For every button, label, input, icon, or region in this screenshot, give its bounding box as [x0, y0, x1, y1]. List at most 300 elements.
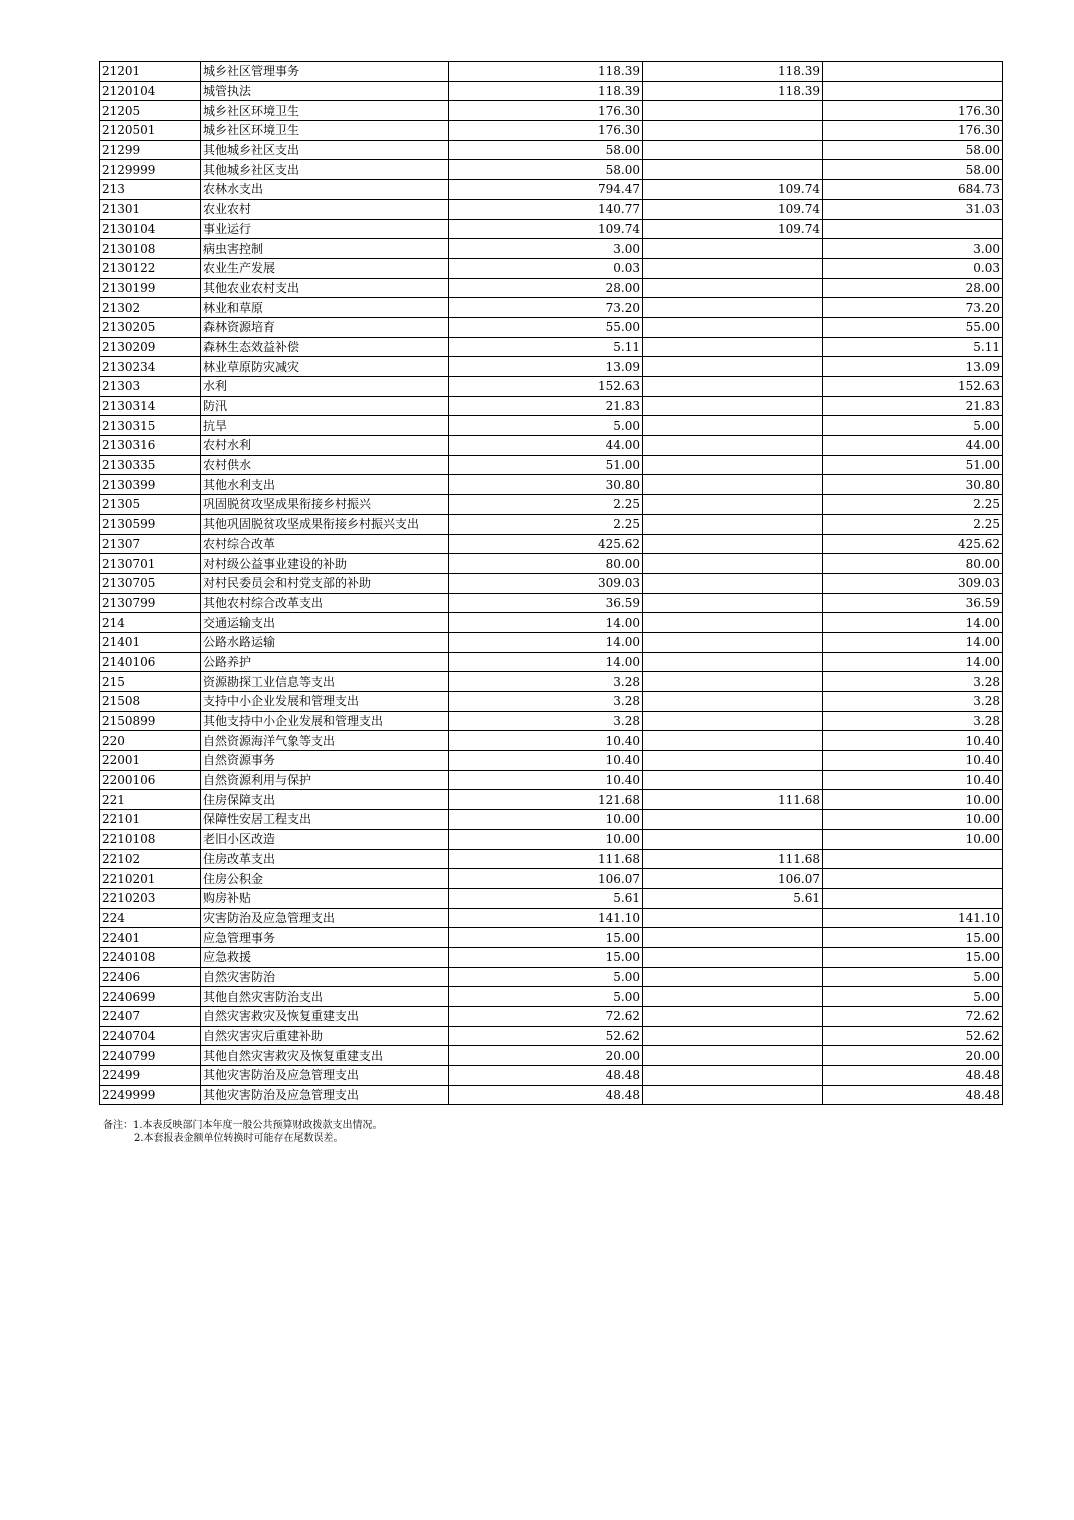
total-amount-cell: 10.00 — [449, 829, 643, 849]
basic-expenditure-cell — [643, 908, 823, 928]
project-expenditure-cell: 13.09 — [823, 357, 1003, 377]
subject-code-cell: 2130209 — [100, 337, 201, 357]
subject-code-cell: 2130108 — [100, 239, 201, 259]
project-expenditure-cell: 72.62 — [823, 1007, 1003, 1027]
basic-expenditure-cell — [643, 258, 823, 278]
table-row — [100, 554, 1003, 574]
basic-expenditure-cell — [643, 928, 823, 948]
subject-name-cell: 其他自然灾害救灾及恢复重建支出 — [201, 1046, 449, 1066]
subject-code-cell: 214 — [100, 613, 201, 633]
project-expenditure-cell: 5.00 — [823, 967, 1003, 987]
project-expenditure-cell: 15.00 — [823, 947, 1003, 967]
total-amount-cell: 118.39 — [449, 81, 643, 101]
subject-name-cell: 其他支持中小企业发展和管理支出 — [201, 711, 449, 731]
project-expenditure-cell — [823, 62, 1003, 82]
basic-expenditure-cell — [643, 672, 823, 692]
subject-name-cell: 农林水支出 — [201, 180, 449, 200]
table-row — [100, 888, 1003, 908]
total-amount-cell: 3.28 — [449, 711, 643, 731]
subject-name-cell: 城乡社区环境卫生 — [201, 101, 449, 121]
budget-table — [99, 61, 1003, 1105]
subject-name-cell: 抗旱 — [201, 416, 449, 436]
total-amount-cell: 3.00 — [449, 239, 643, 259]
subject-code-cell: 2240108 — [100, 947, 201, 967]
basic-expenditure-cell — [643, 573, 823, 593]
basic-expenditure-cell — [643, 298, 823, 318]
total-amount-cell: 3.28 — [449, 692, 643, 712]
subject-code-cell: 22102 — [100, 849, 201, 869]
subject-name-cell: 支持中小企业发展和管理支出 — [201, 692, 449, 712]
project-expenditure-cell: 3.28 — [823, 672, 1003, 692]
total-amount-cell: 30.80 — [449, 475, 643, 495]
project-expenditure-cell: 10.00 — [823, 829, 1003, 849]
total-amount-cell: 15.00 — [449, 947, 643, 967]
project-expenditure-cell: 15.00 — [823, 928, 1003, 948]
basic-expenditure-cell — [643, 967, 823, 987]
project-expenditure-cell: 51.00 — [823, 455, 1003, 475]
table-row — [100, 1046, 1003, 1066]
total-amount-cell: 20.00 — [449, 1046, 643, 1066]
project-expenditure-cell: 14.00 — [823, 652, 1003, 672]
total-amount-cell: 14.00 — [449, 613, 643, 633]
project-expenditure-cell: 684.73 — [823, 180, 1003, 200]
total-amount-cell: 14.00 — [449, 652, 643, 672]
subject-name-cell: 其他水利支出 — [201, 475, 449, 495]
subject-code-cell: 2210201 — [100, 869, 201, 889]
subject-code-cell: 2130314 — [100, 396, 201, 416]
total-amount-cell: 109.74 — [449, 219, 643, 239]
total-amount-cell: 121.68 — [449, 790, 643, 810]
subject-code-cell: 2140106 — [100, 652, 201, 672]
project-expenditure-cell: 30.80 — [823, 475, 1003, 495]
table-row — [100, 475, 1003, 495]
subject-name-cell: 其他灾害防治及应急管理支出 — [201, 1085, 449, 1105]
subject-code-cell: 2130316 — [100, 436, 201, 456]
total-amount-cell: 10.40 — [449, 751, 643, 771]
project-expenditure-cell: 28.00 — [823, 278, 1003, 298]
total-amount-cell: 425.62 — [449, 534, 643, 554]
project-expenditure-cell: 3.28 — [823, 711, 1003, 731]
project-expenditure-cell: 5.11 — [823, 337, 1003, 357]
subject-name-cell: 水利 — [201, 377, 449, 397]
subject-code-cell: 2240704 — [100, 1026, 201, 1046]
project-expenditure-cell: 58.00 — [823, 140, 1003, 160]
table-row — [100, 1085, 1003, 1105]
subject-code-cell: 2210108 — [100, 829, 201, 849]
subject-name-cell: 其他城乡社区支出 — [201, 160, 449, 180]
basic-expenditure-cell: 106.07 — [643, 869, 823, 889]
table-row — [100, 534, 1003, 554]
table-row — [100, 1007, 1003, 1027]
subject-code-cell: 21508 — [100, 692, 201, 712]
table-row — [100, 928, 1003, 948]
basic-expenditure-cell — [643, 121, 823, 141]
total-amount-cell: 5.61 — [449, 888, 643, 908]
basic-expenditure-cell: 118.39 — [643, 62, 823, 82]
basic-expenditure-cell — [643, 239, 823, 259]
subject-name-cell: 自然灾害灾后重建补助 — [201, 1026, 449, 1046]
subject-name-cell: 自然资源事务 — [201, 751, 449, 771]
total-amount-cell: 5.11 — [449, 337, 643, 357]
table-row — [100, 416, 1003, 436]
subject-name-cell: 农村水利 — [201, 436, 449, 456]
basic-expenditure-cell — [643, 1066, 823, 1086]
total-amount-cell: 28.00 — [449, 278, 643, 298]
subject-name-cell: 巩固脱贫攻坚成果衔接乡村振兴 — [201, 495, 449, 515]
subject-code-cell: 22001 — [100, 751, 201, 771]
total-amount-cell: 176.30 — [449, 121, 643, 141]
subject-code-cell: 2240799 — [100, 1046, 201, 1066]
subject-name-cell: 农村综合改革 — [201, 534, 449, 554]
subject-name-cell: 城乡社区管理事务 — [201, 62, 449, 82]
project-expenditure-cell: 55.00 — [823, 317, 1003, 337]
basic-expenditure-cell: 5.61 — [643, 888, 823, 908]
subject-code-cell: 21201 — [100, 62, 201, 82]
basic-expenditure-cell — [643, 396, 823, 416]
total-amount-cell: 5.00 — [449, 967, 643, 987]
subject-code-cell: 2150899 — [100, 711, 201, 731]
table-row — [100, 967, 1003, 987]
basic-expenditure-cell — [643, 1026, 823, 1046]
total-amount-cell: 58.00 — [449, 140, 643, 160]
basic-expenditure-cell — [643, 692, 823, 712]
project-expenditure-cell: 52.62 — [823, 1026, 1003, 1046]
subject-name-cell: 灾害防治及应急管理支出 — [201, 908, 449, 928]
table-row — [100, 357, 1003, 377]
subject-code-cell: 2130122 — [100, 258, 201, 278]
basic-expenditure-cell — [643, 140, 823, 160]
subject-name-cell: 林业草原防灾减灾 — [201, 357, 449, 377]
total-amount-cell: 3.28 — [449, 672, 643, 692]
basic-expenditure-cell — [643, 160, 823, 180]
table-row — [100, 495, 1003, 515]
subject-name-cell: 其他巩固脱贫攻坚成果衔接乡村振兴支出 — [201, 514, 449, 534]
project-expenditure-cell: 73.20 — [823, 298, 1003, 318]
subject-name-cell: 购房补贴 — [201, 888, 449, 908]
total-amount-cell: 58.00 — [449, 160, 643, 180]
project-expenditure-cell: 309.03 — [823, 573, 1003, 593]
project-expenditure-cell: 21.83 — [823, 396, 1003, 416]
basic-expenditure-cell — [643, 377, 823, 397]
total-amount-cell: 51.00 — [449, 455, 643, 475]
total-amount-cell: 5.00 — [449, 416, 643, 436]
subject-name-cell: 住房公积金 — [201, 869, 449, 889]
basic-expenditure-cell: 109.74 — [643, 199, 823, 219]
subject-code-cell: 2120104 — [100, 81, 201, 101]
total-amount-cell: 152.63 — [449, 377, 643, 397]
table-row — [100, 121, 1003, 141]
table-row — [100, 613, 1003, 633]
total-amount-cell: 10.00 — [449, 810, 643, 830]
total-amount-cell: 10.40 — [449, 731, 643, 751]
table-row — [100, 239, 1003, 259]
basic-expenditure-cell: 111.68 — [643, 849, 823, 869]
subject-name-cell: 农业生产发展 — [201, 258, 449, 278]
subject-name-cell: 自然资源利用与保护 — [201, 770, 449, 790]
subject-code-cell: 2130205 — [100, 317, 201, 337]
project-expenditure-cell: 176.30 — [823, 121, 1003, 141]
basic-expenditure-cell — [643, 436, 823, 456]
table-row — [100, 62, 1003, 82]
subject-name-cell: 自然资源海洋气象等支出 — [201, 731, 449, 751]
project-expenditure-cell: 3.28 — [823, 692, 1003, 712]
total-amount-cell: 5.00 — [449, 987, 643, 1007]
basic-expenditure-cell: 118.39 — [643, 81, 823, 101]
subject-code-cell: 2130234 — [100, 357, 201, 377]
project-expenditure-cell: 10.40 — [823, 731, 1003, 751]
subject-code-cell: 2130799 — [100, 593, 201, 613]
table-row — [100, 81, 1003, 101]
subject-code-cell: 21305 — [100, 495, 201, 515]
subject-code-cell: 22407 — [100, 1007, 201, 1027]
basic-expenditure-cell — [643, 593, 823, 613]
basic-expenditure-cell — [643, 337, 823, 357]
table-row — [100, 180, 1003, 200]
subject-code-cell: 21307 — [100, 534, 201, 554]
total-amount-cell: 140.77 — [449, 199, 643, 219]
total-amount-cell: 309.03 — [449, 573, 643, 593]
project-expenditure-cell: 48.48 — [823, 1085, 1003, 1105]
total-amount-cell: 55.00 — [449, 317, 643, 337]
basic-expenditure-cell — [643, 514, 823, 534]
total-amount-cell: 0.03 — [449, 258, 643, 278]
basic-expenditure-cell — [643, 987, 823, 1007]
project-expenditure-cell: 152.63 — [823, 377, 1003, 397]
table-row — [100, 1066, 1003, 1086]
subject-code-cell: 21303 — [100, 377, 201, 397]
subject-code-cell: 21205 — [100, 101, 201, 121]
table-row — [100, 652, 1003, 672]
subject-name-cell: 住房改革支出 — [201, 849, 449, 869]
subject-name-cell: 农村供水 — [201, 455, 449, 475]
subject-code-cell: 22101 — [100, 810, 201, 830]
project-expenditure-cell: 20.00 — [823, 1046, 1003, 1066]
project-expenditure-cell: 36.59 — [823, 593, 1003, 613]
basic-expenditure-cell — [643, 495, 823, 515]
table-row — [100, 751, 1003, 771]
basic-expenditure-cell — [643, 534, 823, 554]
table-row — [100, 436, 1003, 456]
project-expenditure-cell: 0.03 — [823, 258, 1003, 278]
table-row — [100, 199, 1003, 219]
footnote-2: 2.本套报表金额单位转换时可能存在尾数误差。 — [134, 1133, 344, 1144]
table-row — [100, 160, 1003, 180]
table-row — [100, 337, 1003, 357]
subject-code-cell: 21302 — [100, 298, 201, 318]
total-amount-cell: 2.25 — [449, 495, 643, 515]
table-row — [100, 829, 1003, 849]
project-expenditure-cell: 58.00 — [823, 160, 1003, 180]
table-row — [100, 317, 1003, 337]
subject-code-cell: 21299 — [100, 140, 201, 160]
subject-code-cell: 2130335 — [100, 455, 201, 475]
table-row — [100, 947, 1003, 967]
subject-code-cell: 2129999 — [100, 160, 201, 180]
subject-code-cell: 2130399 — [100, 475, 201, 495]
subject-code-cell: 2200106 — [100, 770, 201, 790]
subject-code-cell: 22401 — [100, 928, 201, 948]
subject-code-cell: 213 — [100, 180, 201, 200]
total-amount-cell: 52.62 — [449, 1026, 643, 1046]
total-amount-cell: 13.09 — [449, 357, 643, 377]
project-expenditure-cell: 3.00 — [823, 239, 1003, 259]
subject-name-cell: 其他农业农村支出 — [201, 278, 449, 298]
subject-code-cell: 2130315 — [100, 416, 201, 436]
basic-expenditure-cell — [643, 770, 823, 790]
basic-expenditure-cell — [643, 652, 823, 672]
footnotes — [103, 1119, 383, 1145]
basic-expenditure-cell: 111.68 — [643, 790, 823, 810]
subject-code-cell: 2249999 — [100, 1085, 201, 1105]
subject-code-cell: 2130701 — [100, 554, 201, 574]
total-amount-cell: 176.30 — [449, 101, 643, 121]
table-row — [100, 731, 1003, 751]
subject-code-cell: 215 — [100, 672, 201, 692]
subject-code-cell: 21301 — [100, 199, 201, 219]
table-row — [100, 1026, 1003, 1046]
subject-name-cell: 城管执法 — [201, 81, 449, 101]
basic-expenditure-cell — [643, 829, 823, 849]
basic-expenditure-cell — [643, 731, 823, 751]
basic-expenditure-cell — [643, 711, 823, 731]
budget-table-body — [100, 62, 1003, 1105]
project-expenditure-cell: 48.48 — [823, 1066, 1003, 1086]
table-row — [100, 770, 1003, 790]
table-row — [100, 908, 1003, 928]
project-expenditure-cell: 80.00 — [823, 554, 1003, 574]
total-amount-cell: 48.48 — [449, 1066, 643, 1086]
subject-name-cell: 对村级公益事业建设的补助 — [201, 554, 449, 574]
project-expenditure-cell: 31.03 — [823, 199, 1003, 219]
subject-code-cell: 2240699 — [100, 987, 201, 1007]
basic-expenditure-cell — [643, 416, 823, 436]
project-expenditure-cell: 425.62 — [823, 534, 1003, 554]
subject-name-cell: 森林资源培育 — [201, 317, 449, 337]
table-row — [100, 632, 1003, 652]
subject-code-cell: 2130705 — [100, 573, 201, 593]
subject-name-cell: 事业运行 — [201, 219, 449, 239]
basic-expenditure-cell — [643, 1085, 823, 1105]
total-amount-cell: 10.40 — [449, 770, 643, 790]
basic-expenditure-cell — [643, 554, 823, 574]
table-row — [100, 455, 1003, 475]
basic-expenditure-cell — [643, 475, 823, 495]
subject-code-cell: 220 — [100, 731, 201, 751]
project-expenditure-cell: 2.25 — [823, 495, 1003, 515]
project-expenditure-cell: 14.00 — [823, 632, 1003, 652]
table-row — [100, 101, 1003, 121]
subject-name-cell: 资源勘探工业信息等支出 — [201, 672, 449, 692]
project-expenditure-cell: 176.30 — [823, 101, 1003, 121]
footnote-1: 备注：1.本表反映部门本年度一般公共预算财政拨款支出情况。 — [103, 1120, 383, 1131]
subject-code-cell: 22499 — [100, 1066, 201, 1086]
subject-name-cell: 保障性安居工程支出 — [201, 810, 449, 830]
subject-name-cell: 防汛 — [201, 396, 449, 416]
table-row — [100, 987, 1003, 1007]
total-amount-cell: 118.39 — [449, 62, 643, 82]
total-amount-cell: 14.00 — [449, 632, 643, 652]
total-amount-cell: 48.48 — [449, 1085, 643, 1105]
table-row — [100, 790, 1003, 810]
subject-code-cell: 2210203 — [100, 888, 201, 908]
basic-expenditure-cell — [643, 810, 823, 830]
project-expenditure-cell — [823, 81, 1003, 101]
subject-name-cell: 森林生态效益补偿 — [201, 337, 449, 357]
project-expenditure-cell: 141.10 — [823, 908, 1003, 928]
subject-name-cell: 老旧小区改造 — [201, 829, 449, 849]
basic-expenditure-cell: 109.74 — [643, 180, 823, 200]
basic-expenditure-cell — [643, 101, 823, 121]
table-row — [100, 396, 1003, 416]
project-expenditure-cell — [823, 869, 1003, 889]
subject-name-cell: 自然灾害防治 — [201, 967, 449, 987]
subject-name-cell: 住房保障支出 — [201, 790, 449, 810]
subject-name-cell: 农业农村 — [201, 199, 449, 219]
basic-expenditure-cell — [643, 613, 823, 633]
table-row — [100, 219, 1003, 239]
total-amount-cell: 36.59 — [449, 593, 643, 613]
subject-code-cell: 22406 — [100, 967, 201, 987]
total-amount-cell: 794.47 — [449, 180, 643, 200]
project-expenditure-cell — [823, 219, 1003, 239]
table-row — [100, 278, 1003, 298]
project-expenditure-cell: 10.00 — [823, 790, 1003, 810]
project-expenditure-cell: 10.40 — [823, 770, 1003, 790]
project-expenditure-cell — [823, 888, 1003, 908]
subject-code-cell: 21401 — [100, 632, 201, 652]
project-expenditure-cell — [823, 849, 1003, 869]
basic-expenditure-cell — [643, 632, 823, 652]
project-expenditure-cell: 5.00 — [823, 987, 1003, 1007]
subject-code-cell: 2130199 — [100, 278, 201, 298]
subject-name-cell: 林业和草原 — [201, 298, 449, 318]
table-row — [100, 869, 1003, 889]
subject-code-cell: 2130104 — [100, 219, 201, 239]
total-amount-cell: 15.00 — [449, 928, 643, 948]
table-row — [100, 514, 1003, 534]
table-row — [100, 377, 1003, 397]
project-expenditure-cell: 44.00 — [823, 436, 1003, 456]
subject-name-cell: 其他城乡社区支出 — [201, 140, 449, 160]
project-expenditure-cell: 10.40 — [823, 751, 1003, 771]
total-amount-cell: 80.00 — [449, 554, 643, 574]
table-row — [100, 140, 1003, 160]
subject-name-cell: 其他灾害防治及应急管理支出 — [201, 1066, 449, 1086]
basic-expenditure-cell — [643, 455, 823, 475]
subject-name-cell: 病虫害控制 — [201, 239, 449, 259]
basic-expenditure-cell — [643, 751, 823, 771]
total-amount-cell: 21.83 — [449, 396, 643, 416]
basic-expenditure-cell — [643, 278, 823, 298]
table-row — [100, 298, 1003, 318]
total-amount-cell: 141.10 — [449, 908, 643, 928]
basic-expenditure-cell — [643, 317, 823, 337]
subject-name-cell: 城乡社区环境卫生 — [201, 121, 449, 141]
subject-code-cell: 2120501 — [100, 121, 201, 141]
table-row — [100, 672, 1003, 692]
subject-name-cell: 应急管理事务 — [201, 928, 449, 948]
subject-name-cell: 其他自然灾害防治支出 — [201, 987, 449, 1007]
total-amount-cell: 111.68 — [449, 849, 643, 869]
table-row — [100, 258, 1003, 278]
subject-code-cell: 2130599 — [100, 514, 201, 534]
subject-name-cell: 公路水路运输 — [201, 632, 449, 652]
table-row — [100, 711, 1003, 731]
subject-code-cell: 221 — [100, 790, 201, 810]
project-expenditure-cell: 5.00 — [823, 416, 1003, 436]
subject-name-cell: 交通运输支出 — [201, 613, 449, 633]
basic-expenditure-cell — [643, 1046, 823, 1066]
